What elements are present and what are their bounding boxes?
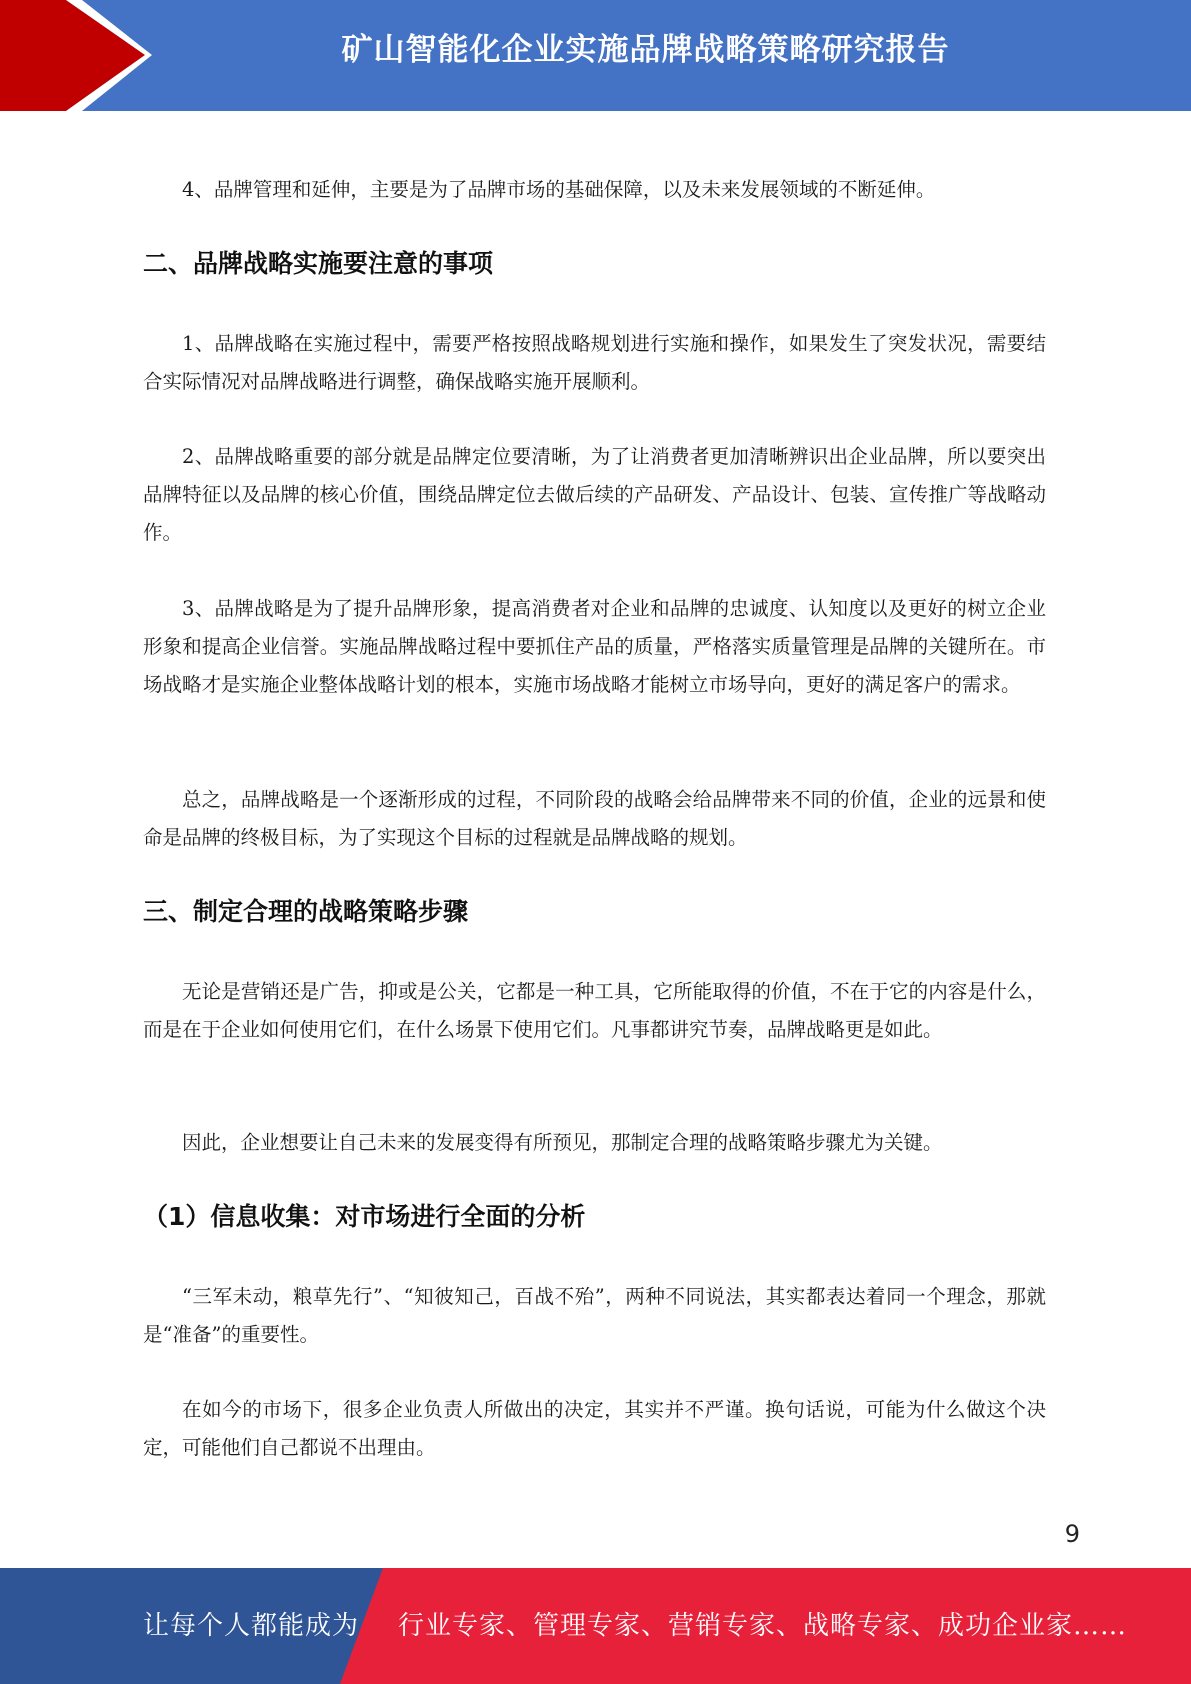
paragraph-market-decisions: 在如今的市场下，很多企业负责人所做出的决定，其实并不严谨。换句话说，可能为什么做这个决定，可能他们自己都说不出理由。	[143, 1398, 1046, 1459]
page-footer	[0, 1568, 1191, 1684]
section-heading-2: 二、品牌战略实施要注意的事项	[143, 249, 494, 278]
page-header	[0, 0, 1191, 111]
paragraph-strategy-point-2: 2、品牌战略重要的部分就是品牌定位要清晰，为了让消费者更加清晰辨识出企业品牌，所以要突出品牌特征以及品牌的核心价值，围绕品牌定位去做后续的产品研发、产品设计、包装、宣传推广等战略动作。	[143, 445, 1046, 544]
report-title: 矿山智能化企业实施品牌战略策略研究报告	[341, 32, 950, 68]
footer-slogan-left: 让每个人都能成为	[143, 1611, 360, 1641]
paragraph-steps-importance: 因此，企业想要让自己未来的发展变得有所预见，那制定合理的战略策略步骤尤为关键。	[182, 1131, 943, 1154]
paragraph-strategy-summary: 总之，品牌战略是一个逐渐形成的过程，不同阶段的战略会给品牌带来不同的价值，企业的远景和使命是品牌的终极目标，为了实现这个目标的过程就是品牌战略的规划。	[143, 788, 1046, 849]
paragraph-strategy-point-3: 3、品牌战略是为了提升品牌形象，提高消费者对企业和品牌的忠诚度、认知度以及更好的树立企业形象和提高企业信誉。实施品牌战略过程中要抓住产品的质量，严格落实质量管理是品牌的关键所在。市场战略才是实施企业整体战略计划的根本，实施市场战略才能树立市场导向，更好的满足客户的需求。	[143, 597, 1046, 696]
paragraph-strategy-point-1: 1、品牌战略在实施过程中，需要严格按照战略规划进行实施和操作，如果发生了突发状况，需要结合实际情况对品牌战略进行调整，确保战略实施开展顺利。	[143, 332, 1046, 393]
header-chevron-decoration	[0, 0, 160, 111]
subsection-heading-info-collection: （1）信息收集：对市场进行全面的分析	[143, 1202, 586, 1231]
page-number: 9	[1064, 1520, 1080, 1548]
paragraph-tools-usage: 无论是营销还是广告，抑或是公关，它都是一种工具，它所能取得的价值，不在于它的内容是什么，而是在于企业如何使用它们，在什么场景下使用它们。凡事都讲究节奏，品牌战略更是如此。	[143, 980, 1046, 1041]
paragraph-preparation: “三军未动，粮草先行”、“知彼知己，百战不殆”，两种不同说法，其实都表达着同一个理念，那就是“准备”的重要性。	[143, 1285, 1046, 1346]
section-heading-3: 三、制定合理的战略策略步骤	[143, 897, 469, 926]
footer-slogan-right: 行业专家、管理专家、营销专家、战略专家、成功企业家……	[398, 1611, 1128, 1641]
paragraph-brand-management: 4、品牌管理和延伸，主要是为了品牌市场的基础保障，以及未来发展领域的不断延伸。	[182, 178, 936, 201]
